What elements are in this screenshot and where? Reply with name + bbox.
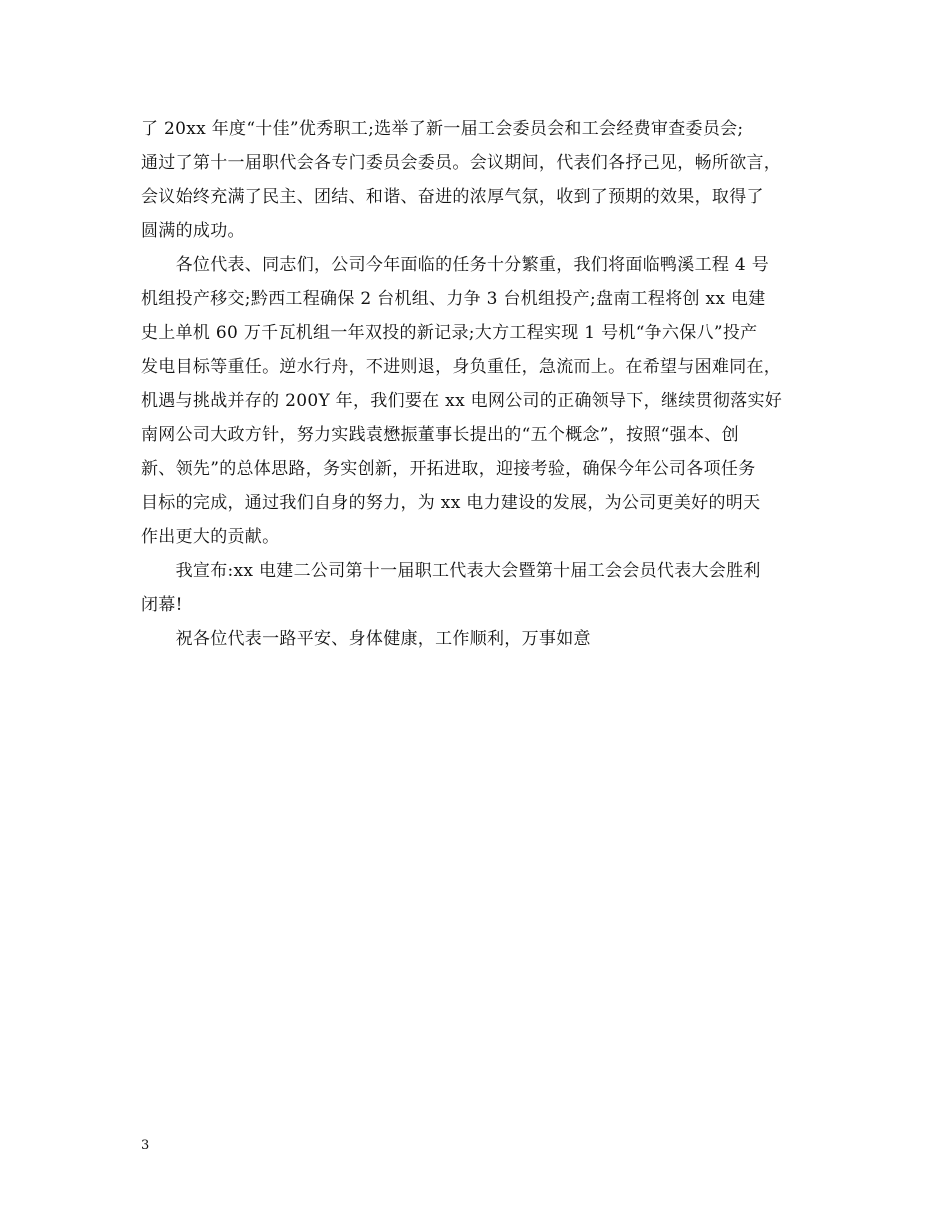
text-line: 闭幕! xyxy=(141,595,183,615)
page-number: 3 xyxy=(141,1138,150,1153)
text-line: 通过了第十一届职代会各专门委员会委员。会议期间，代表们各抒己见，畅所欲言， xyxy=(141,153,782,173)
text-line: 史上单机 60 万千瓦机组一年双投的新记录;大方工程实现 1 号机“争六保八”投产 xyxy=(141,323,758,343)
text-line: 了 20xx 年度“十佳”优秀职工;选举了新一届工会委员会和工会经费审查委员会; xyxy=(141,119,744,139)
text-line: 圆满的成功。 xyxy=(141,221,245,241)
text-line: 作出更大的贡献。 xyxy=(141,527,280,547)
text-line: 新、领先”的总体思路，务实创新，开拓进取，迎接考验，确保今年公司各项任务 xyxy=(141,459,756,479)
text-line: 祝各位代表一路平安、身体健康，工作顺利，万事如意 xyxy=(141,629,591,649)
text-line: 我宣布:xx 电建二公司第十一届职工代表大会暨第十届工会会员代表大会胜利 xyxy=(141,561,761,581)
text-line: 机遇与挑战并存的 200Y 年，我们要在 xx 电网公司的正确领导下，继续贯彻落实好 xyxy=(141,391,783,411)
text-line: 发电目标等重任。逆水行舟，不进则退，身负重任，急流而上。在希望与困难同在， xyxy=(141,357,782,377)
text-line: 机组投产移交;黔西工程确保 2 台机组、力争 3 台机组投产;盘南工程将创 xx 电建 xyxy=(141,289,766,309)
text-line: 南网公司大政方针，努力实践袁懋振董事长提出的“五个概念”，按照“强本、创 xyxy=(141,425,739,445)
body-text xyxy=(141,112,821,656)
text-line: 会议始终充满了民主、团结、和谐、奋进的浓厚气氛，收到了预期的效果，取得了 xyxy=(141,187,764,207)
text-line: 目标的完成，通过我们自身的努力，为 xx 电力建设的发展，为公司更美好的明天 xyxy=(141,493,761,513)
text-line: 各位代表、同志们，公司今年面临的任务十分繁重，我们将面临鸭溪工程 4 号 xyxy=(141,255,770,275)
